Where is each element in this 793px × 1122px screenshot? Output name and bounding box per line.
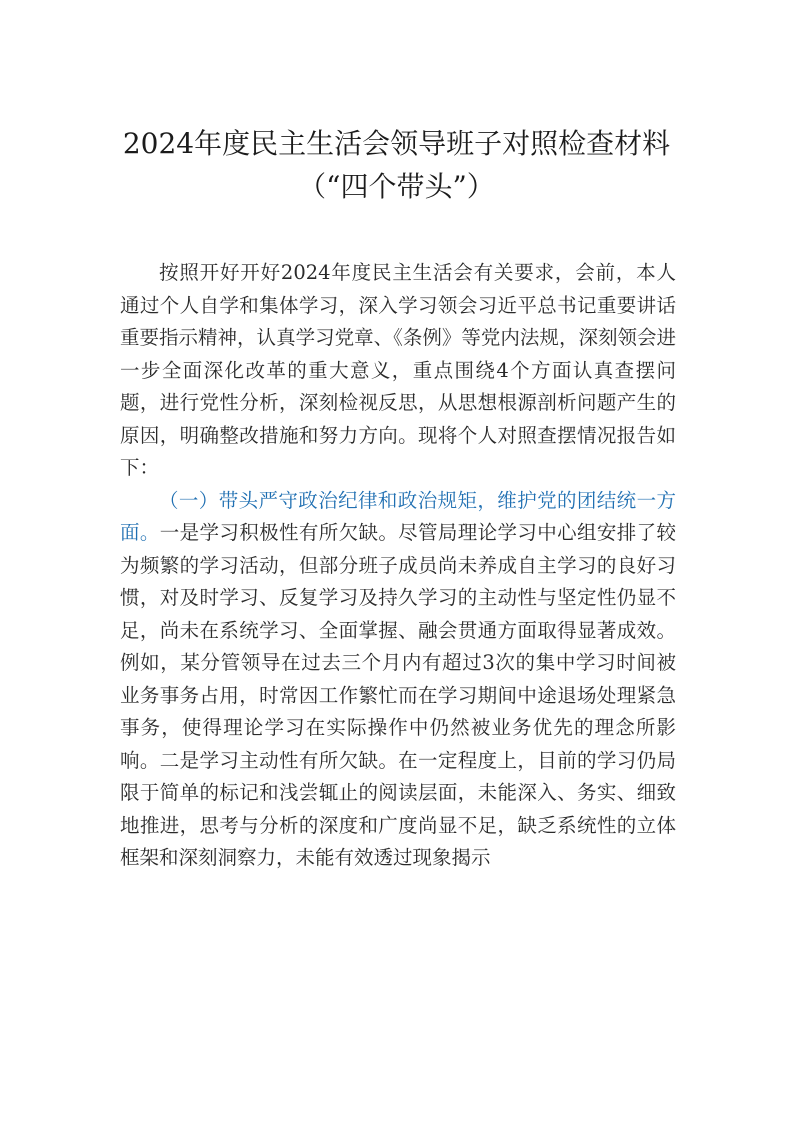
document-subtitle: （“四个带头”） <box>298 170 495 203</box>
document-body <box>120 257 676 875</box>
point-1-label: 一是 <box>159 521 200 544</box>
section-1-heading: （一）带头严守政治纪律和政治规矩，维护党的团结统一方面。 <box>120 488 676 544</box>
intro-paragraph: 按照开好开好2024年度民主生活会有关要求，会前，本人通过个人自学和集体学习，深入学习领会习近平总书记重要讲话重要指示精神，认真学习党章、《条例》等党内法规，深刻领会进一步全面深化改革的重大意义，重点围绕4个方面认真查摆问题，进行党性分析，深刻检视反思，从思想根源剖析问题产生的原因，明确整改措施和努力方向。现将个人对照查摆情况报告如下： <box>120 261 676 479</box>
point-2-label: 二是 <box>159 748 200 772</box>
document-title: 2024年度民主生活会领导班子对照检查材料 <box>122 127 671 160</box>
point-1-text: 学习积极性有所欠缺。尽管局理论学习中心组安排了较为频繁的学习活动，但部分班子成员尚未养成自主学习的良好习惯，对及时学习、反复学习及持久学习的主动性与坚定性仍显不足，尚未在系统学习、全面掌握、融会贯通方面取得显著成效。例如，某分管领导在过去三个月内有超过3次的集中学习时间被业务事务占用，时常因工作繁忙而在学习期间中途退场处理紧急事务，使得理论学习在实际操作中仍然被业务优先的理念所影响。 <box>120 521 676 772</box>
section-1-paragraph <box>120 485 676 875</box>
point-2-text: 学习主动性有所欠缺。在一定程度上，目前的学习仍局限于简单的标记和浅尝辄止的阅读层面，未能深入、务实、细致地推进，思考与分析的深度和广度尚显不足，缺乏系统性的立体框架和深刻洞察力，未能有效透过现象揭示 <box>120 748 676 869</box>
